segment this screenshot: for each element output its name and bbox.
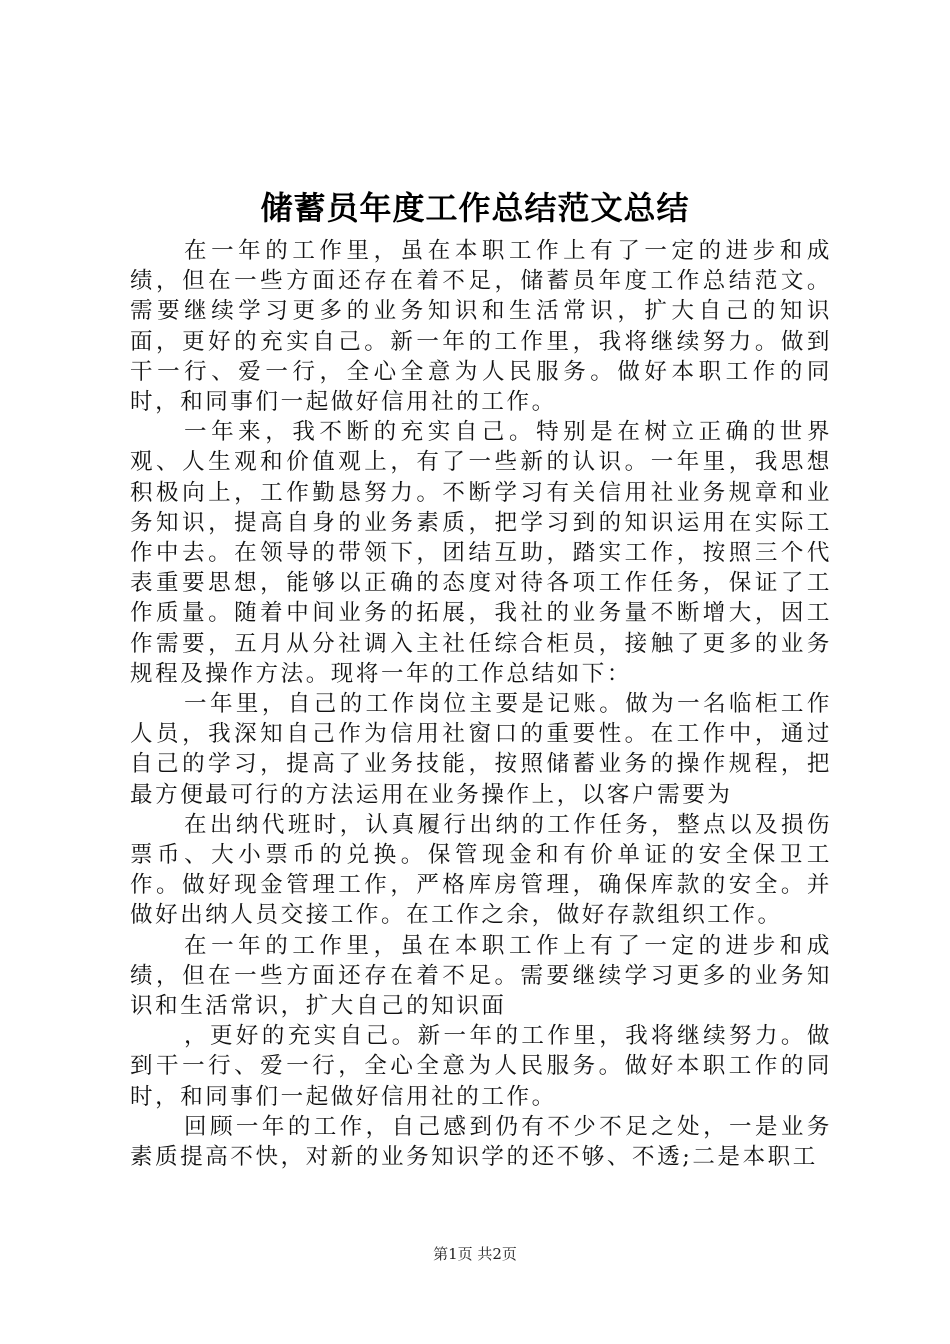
paragraph: 在一年的工作里，虽在本职工作上有了一定的进步和成绩，但在一些方面还存在着不足。需要继续学习更多的业务知识和生活常识，扩大自己的知识面 <box>130 932 832 1020</box>
paragraph: 一年来，我不断的充实自己。特别是在树立正确的世界观、人生观和价值观上，有了一些新的认识。一年里，我思想积极向上，工作勤恳努力。不断学习有关信用社业务规章和业务知识，提高自身的业务素质，把学习到的知识运用在实际工作中去。在领导的带领下，团结互助，踏实工作，按照三个代表重要思想，能够以正确的态度对待各项工作任务，保证了工作质量。随着中间业务的拓展，我社的业务量不断增大，因工作需要，五月从分社调入主社任综合柜员，接触了更多的业务规程及操作方法。现将一年的工作总结如下： <box>130 419 832 687</box>
paragraph: ，更好的充实自己。新一年的工作里，我将继续努力。做到干一行、爱一行，全心全意为人民服务。做好本职工作的同时，和同事们一起做好信用社的工作。 <box>130 1023 832 1110</box>
paragraph: 在一年的工作里，虽在本职工作上有了一定的进步和成绩，但在一些方面还存在着不足，储蓄员年度工作总结范文。需要继续学习更多的业务知识和生活常识，扩大自己的知识面，更好的充实自己。新一年的工作里，我将继续努力。做到干一行、爱一行，全心全意为人民服务。做好本职工作的同时，和同事们一起做好信用社的工作。 <box>130 238 832 416</box>
document-title: 储蓄员年度工作总结范文总结 <box>260 189 690 227</box>
paragraph: 回顾一年的工作，自己感到仍有不少不足之处，一是业务素质提高不快，对新的业务知识学的还不够、不透;二是本职工 <box>130 1113 832 1171</box>
page-number-footer: 第1页 共2页 <box>433 1245 517 1263</box>
paragraph: 一年里，自己的工作岗位主要是记账。做为一名临柜工作人员，我深知自己作为信用社窗口的重要性。在工作中，通过自己的学习，提高了业务技能，按照储蓄业务的操作规程，把最方便最可行的方法运用在业务操作上，以客户需要为 <box>130 691 832 808</box>
paragraph: 在出纳代班时，认真履行出纳的工作任务，整点以及损伤票币、大小票币的兑换。保管现金和有价单证的安全保卫工作。做好现金管理工作，严格库房管理，确保库款的安全。并做好出纳人员交接工作。在工作之余，做好存款组织工作。 <box>130 811 832 929</box>
document-body <box>130 236 832 1172</box>
